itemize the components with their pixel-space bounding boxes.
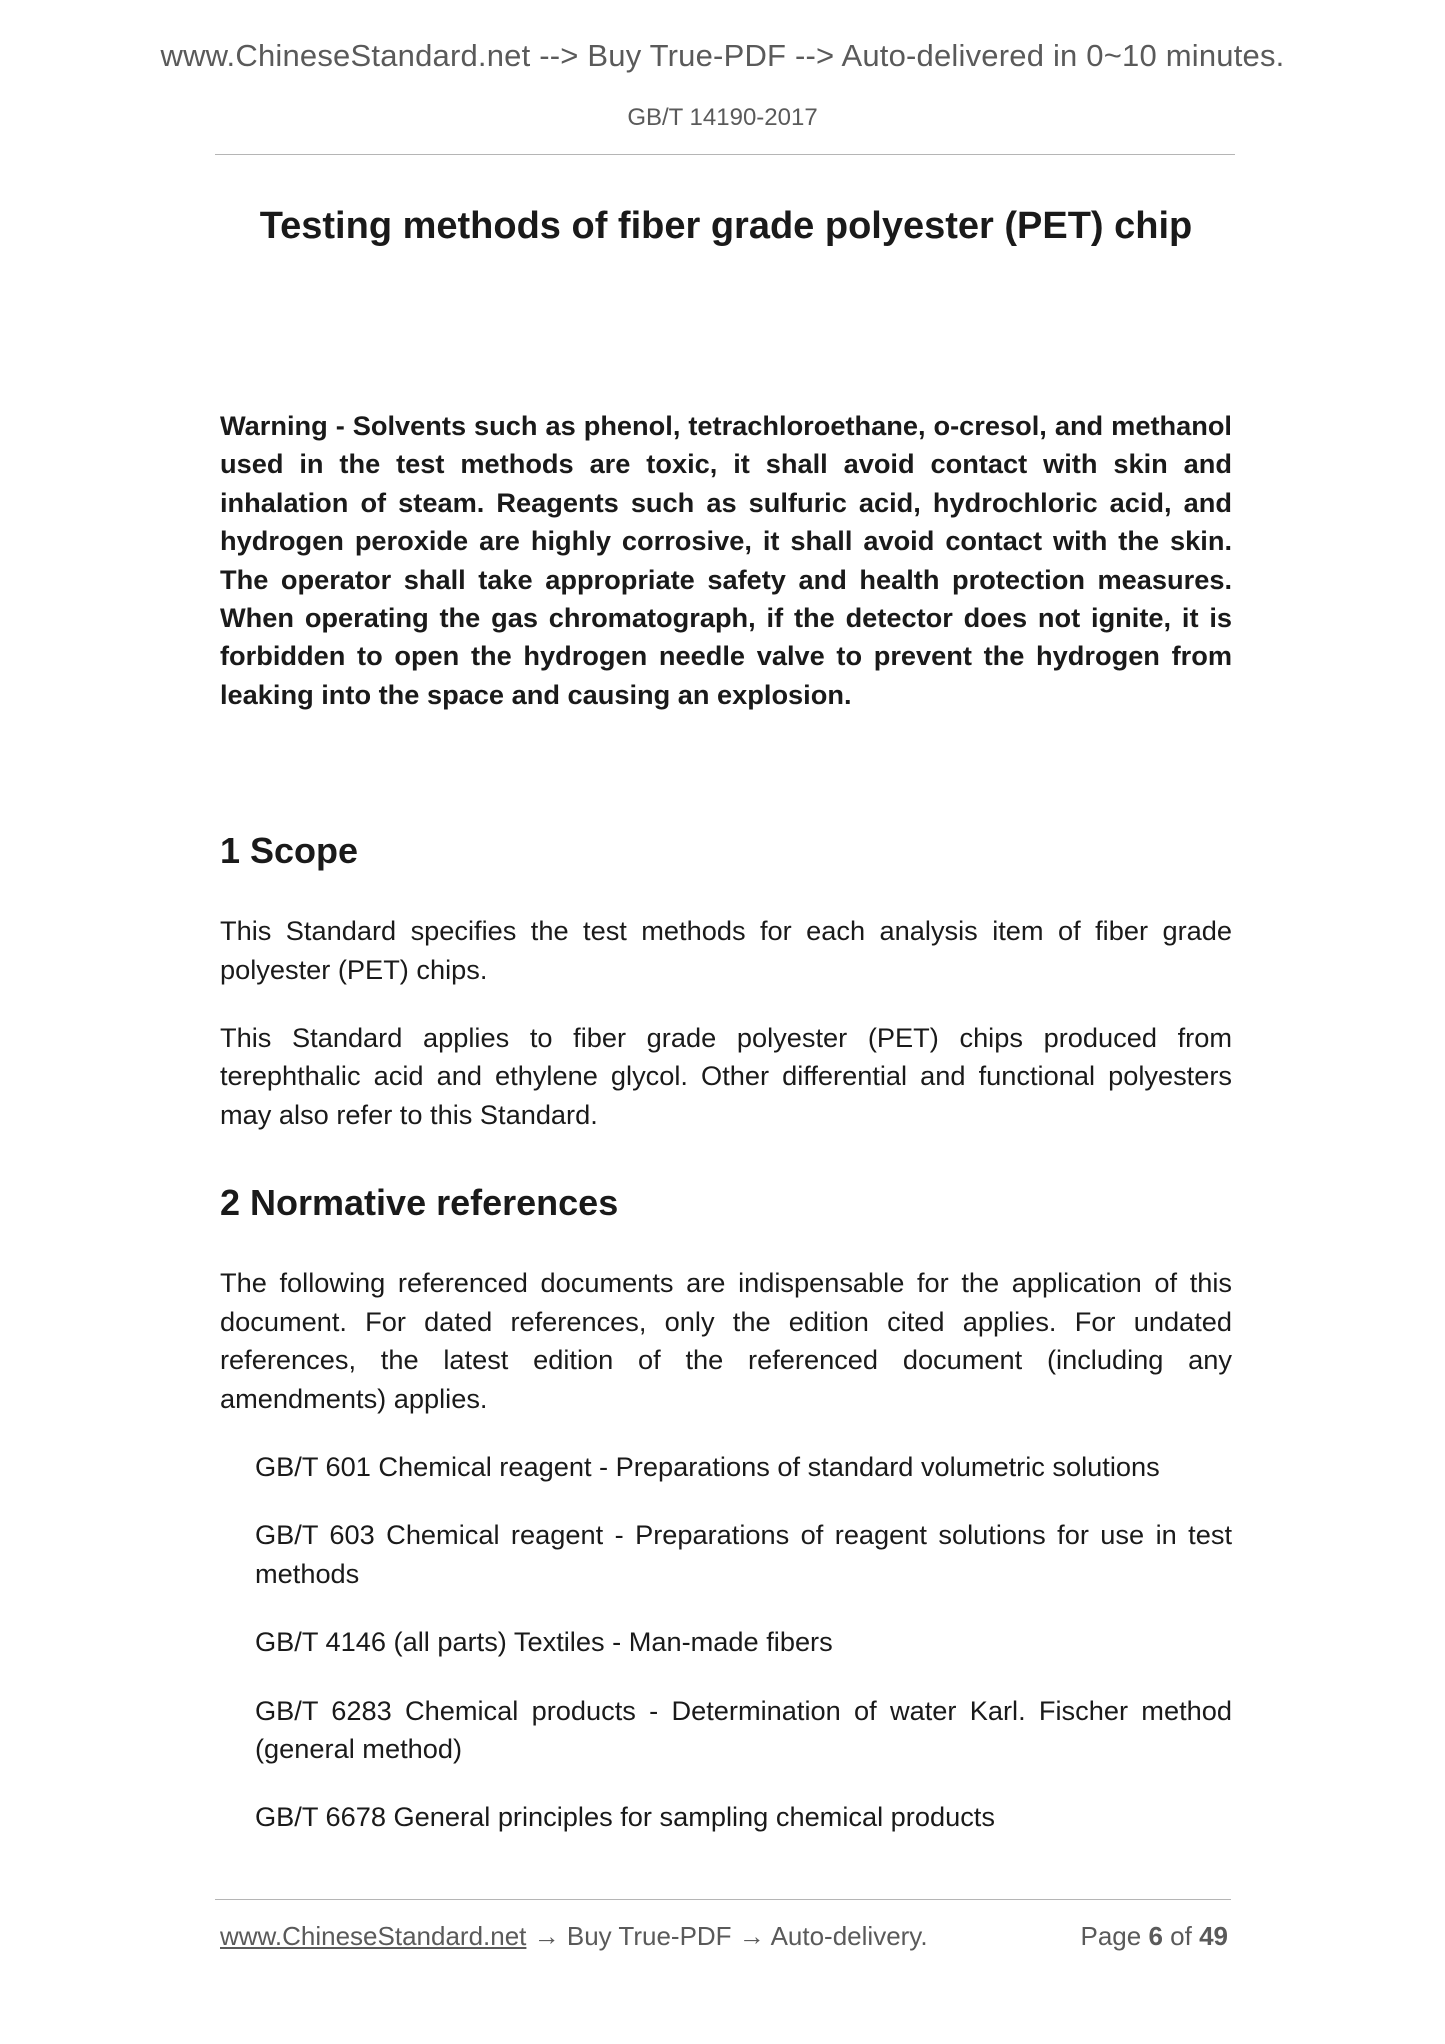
scope-paragraph-2: This Standard applies to fiber grade polyester (PET) chips produced from terephthalic acid and ethylene glycol. Other differential and functional polyesters may also refer to this Standard. [220, 1022, 1232, 1130]
normative-intro-paragraph: The following referenced documents are indispensable for the application of this document. For dated references, only the edition cited applies. For undated references, the latest edition of the referenced document (including any amendments) applies. [220, 1267, 1232, 1414]
reference-item: GB/T 603 Chemical reagent - Preparations of reagent solutions for use in test methods [255, 1519, 1232, 1589]
footer-divider [215, 1899, 1231, 1900]
reference-item: GB/T 601 Chemical reagent - Preparations of standard volumetric solutions [255, 1450, 1160, 1482]
warning-paragraph: Warning - Solvents such as phenol, tetrachloroethane, o-cresol, and methanol used in the test methods are toxic, it shall avoid contact with skin and inhalation of steam. Reagents such as sulfuric acid, hydrochloric acid, and hydrogen peroxide are highly corrosive, it shall avoid contact with the skin. The operator shall take appropriate safety and health protection measures. When operating the gas chromatograph, if the detector does not ignite, it is forbidden to open the hydrogen needle valve to prevent the hydrogen from leaking into the space and causing an explosion. [220, 410, 1232, 710]
section-heading-scope: 1 Scope [220, 830, 359, 872]
reference-item: GB/T 4146 (all parts) Textiles - Man-made fibers [255, 1626, 833, 1658]
document-title: Testing methods of fiber grade polyester (PET) chip [259, 205, 1193, 247]
page-label: Page [1080, 1921, 1142, 1951]
page-total: 49 [1199, 1921, 1228, 1951]
scope-paragraph-1: This Standard specifies the test methods for each analysis item of fiber grade polyester (PET) chips. [220, 915, 1232, 985]
reference-item: GB/T 6283 Chemical products - Determination of water Karl. Fischer method (general method) [255, 1694, 1232, 1764]
page-content [220, 196, 1232, 1867]
of-label: of [1170, 1921, 1192, 1951]
standard-code: GB/T 14190-2017 [627, 104, 818, 131]
footer-site-link[interactable]: www.ChineseStandard.net [220, 1921, 527, 1951]
page-footer [220, 1919, 1228, 1953]
page-current: 6 [1148, 1921, 1163, 1951]
header-divider [215, 154, 1235, 155]
reference-list [220, 1448, 1232, 1837]
header-banner: www.ChineseStandard.net --> Buy True-PDF --> Auto-delivered in 0~10 minutes. [160, 38, 1285, 73]
page-indicator [1080, 1919, 1228, 1953]
footer-tagline: → Buy True-PDF → Auto-delivery. [526, 1921, 928, 1951]
reference-item: GB/T 6678 General principles for sampling chemical products [255, 1801, 995, 1833]
section-heading-normative-references: 2 Normative references [220, 1182, 619, 1224]
